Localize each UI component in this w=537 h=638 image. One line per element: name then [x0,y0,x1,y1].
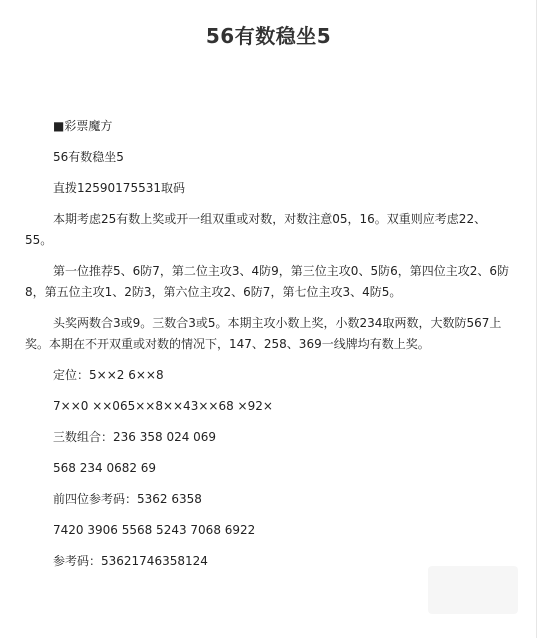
paragraph-source: ■彩票魔方 [53,119,113,133]
watermark-logo [428,566,518,614]
article-body [25,116,513,572]
paragraph-phone: 直拨12590175531取码 [53,181,185,195]
paragraph-analysis-2: 头奖两数合3或9。三数合3或5。本期主攻小数上奖，小数234取两数，大数防567上奖。本期在不开双重或对数的情况下，147、258、369一线牌均有数上奖。 [25,316,502,351]
paragraph-analysis-1: 本期考虑25有数上奖或开一组双重或对数，对数注意05，16。双重则应考虑22、55。 [25,212,487,247]
paragraph-combo-2: 568 234 0682 69 [53,461,157,475]
paragraph-first-four-2: 7420 3906 5568 5243 7068 6922 [53,523,256,537]
paragraph-dingwei-2: 7××0 ××065××8××43××68 ×92× [53,399,273,413]
paragraph-subtitle: 56有数稳坐5 [53,150,124,164]
paragraph-first-four: 前四位参考码：5362 6358 [53,492,202,506]
paragraph-combo: 三数组合：236 358 024 069 [53,430,217,444]
paragraph-reference: 参考码：53621746358124 [53,554,208,568]
paragraph-positions: 第一位推荐5、6防7，第二位主攻3、4防9，第三位主攻0、5防6，第四位主攻2、6防8，第五位主攻1、2防3，第六位主攻2、6防7，第七位主攻3、4防5。 [25,264,509,299]
paragraph-dingwei: 定位：5××2 6××8 [53,368,164,382]
page-title: 56有数稳坐5 [205,24,332,48]
